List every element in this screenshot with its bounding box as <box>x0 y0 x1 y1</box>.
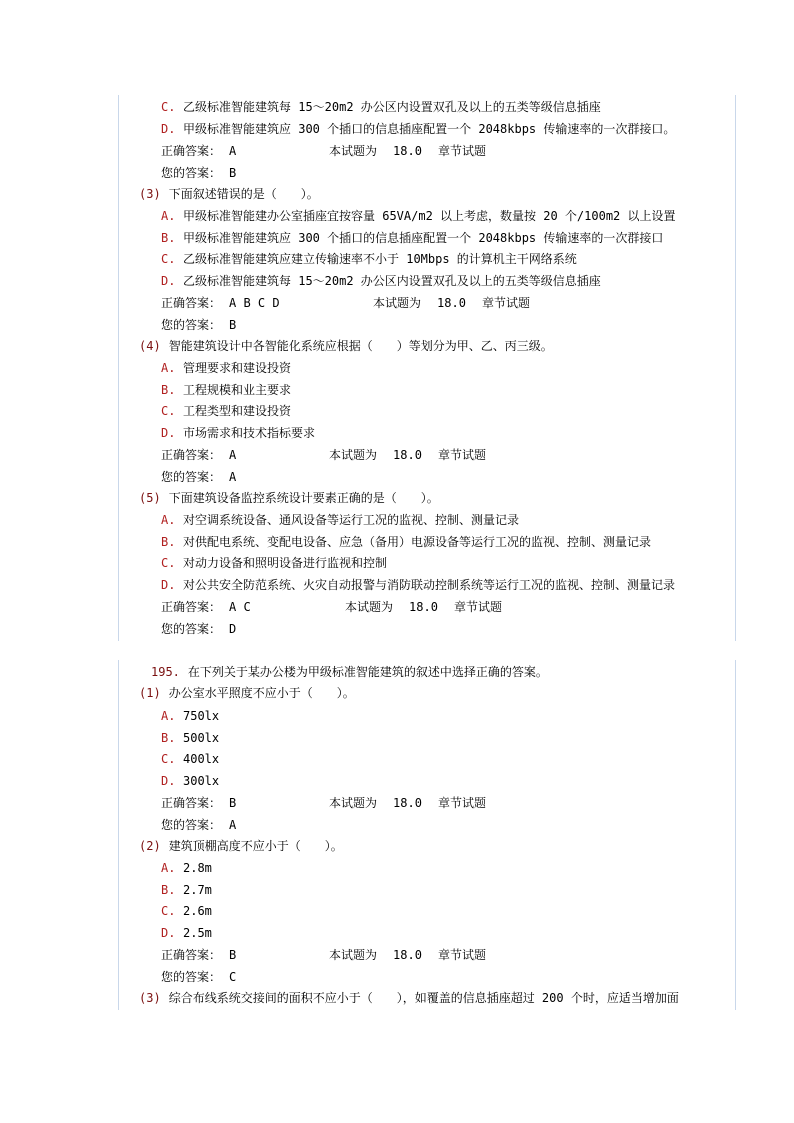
correct-answer-row <box>161 143 486 159</box>
option-a <box>161 860 212 876</box>
score-value: 18.0 <box>393 948 422 962</box>
question-text: 办公室水平照度不应小于（ ）。 <box>168 686 355 700</box>
correct-answer-label: 正确答案： <box>161 144 222 158</box>
option-text: 乙级标准智能建筑每 15～20m2 办公区内设置双孔及以上的五类等级信息插座 <box>183 100 601 114</box>
chapter-label: 章节试题 <box>437 948 486 962</box>
option-letter: B. <box>161 535 176 549</box>
score-label: 本试题为 <box>329 796 378 810</box>
score-value: 18.0 <box>393 144 422 158</box>
option-letter: C. <box>161 904 176 918</box>
question-title-text: 在下列关于某办公楼为甲级标准智能建筑的叙述中选择正确的答案。 <box>187 665 548 679</box>
question-number: (4) <box>139 339 161 353</box>
correct-answer-label: 正确答案： <box>161 296 222 310</box>
score-value: 18.0 <box>437 296 466 310</box>
question-text: 智能建筑设计中各智能化系统应根据（ ）等划分为甲、乙、丙三级。 <box>168 339 553 353</box>
question-number: (2) <box>139 839 161 853</box>
option-letter: D. <box>161 274 176 288</box>
question-2 <box>139 838 343 854</box>
question-text: 下面建筑设备监控系统设计要素正确的是（ ）。 <box>168 491 439 505</box>
your-answer-label: 您的答案： <box>161 818 222 832</box>
correct-answer-value: A <box>229 448 237 462</box>
correct-answer-row <box>161 295 530 311</box>
option-letter: B. <box>161 231 176 245</box>
option-c <box>161 903 212 919</box>
correct-answer-label: 正确答案： <box>161 796 222 810</box>
score-label: 本试题为 <box>329 948 378 962</box>
option-c <box>161 99 601 115</box>
your-answer-value: D <box>229 622 237 636</box>
question-text: 下面叙述错误的是（ ）。 <box>168 187 319 201</box>
chapter-label: 章节试题 <box>437 144 486 158</box>
option-text: 对公共安全防范系统、火灾自动报警与消防联动控制系统等运行工况的监视、控制、测量记录 <box>183 578 676 592</box>
option-text: 甲级标准智能建筑应 300 个插口的信息插座配置一个 2048kbps 传输速率的一次群接口 <box>183 231 664 245</box>
option-text: 2.5m <box>183 926 212 940</box>
option-c <box>161 555 387 571</box>
question-5 <box>139 490 439 506</box>
option-b <box>161 382 291 398</box>
your-answer-row <box>161 621 236 637</box>
option-letter: B. <box>161 883 176 897</box>
option-text: 2.6m <box>183 904 212 918</box>
option-letter: B. <box>161 383 176 397</box>
option-text: 300lx <box>183 774 220 788</box>
correct-answer-value: A C <box>229 600 251 614</box>
correct-answer-value: A <box>229 144 237 158</box>
question-1 <box>139 685 355 701</box>
correct-answer-value: B <box>229 948 237 962</box>
option-letter: A. <box>161 709 176 723</box>
option-letter: A. <box>161 209 176 223</box>
option-text: 市场需求和技术指标要求 <box>183 426 316 440</box>
chapter-label: 章节试题 <box>437 796 486 810</box>
option-b <box>161 230 663 246</box>
question-title <box>151 664 548 680</box>
correct-answer-row <box>161 599 502 615</box>
option-text: 甲级标准智能建筑应 300 个插口的信息插座配置一个 2048kbps 传输速率的一次群接口。 <box>183 122 676 136</box>
option-letter: C. <box>161 752 176 766</box>
option-text: 对空调系统设备、通风设备等运行工况的监视、控制、测量记录 <box>183 513 520 527</box>
score-value: 18.0 <box>393 796 422 810</box>
correct-answer-row <box>161 947 486 963</box>
score-value: 18.0 <box>393 448 422 462</box>
option-c <box>161 403 291 419</box>
option-text: 工程规模和业主要求 <box>183 383 292 397</box>
your-answer-label: 您的答案： <box>161 470 222 484</box>
question-block-195 <box>118 660 736 1010</box>
score-label: 本试题为 <box>329 144 378 158</box>
option-letter: C. <box>161 404 176 418</box>
question-text: 建筑顶棚高度不应小于（ ）。 <box>168 839 343 853</box>
option-d <box>161 425 315 441</box>
your-answer-label: 您的答案： <box>161 166 222 180</box>
correct-answer-label: 正确答案： <box>161 600 222 614</box>
option-a <box>161 208 676 224</box>
your-answer-value: A <box>229 470 237 484</box>
option-text: 对供配电系统、变配电设备、应急（备用）电源设备等运行工况的监视、控制、测量记录 <box>183 535 652 549</box>
question-block-194 <box>118 95 736 641</box>
option-d <box>161 925 212 941</box>
option-text: 乙级标准智能建筑应建立传输速率不小于 10Mbps 的计算机主干网络系统 <box>183 252 577 266</box>
your-answer-label: 您的答案： <box>161 970 222 984</box>
your-answer-value: B <box>229 318 237 332</box>
option-letter: B. <box>161 731 176 745</box>
option-letter: C. <box>161 556 176 570</box>
option-c <box>161 751 219 767</box>
option-a <box>161 360 291 376</box>
question-title-number: 195. <box>151 665 180 679</box>
option-text: 2.8m <box>183 861 212 875</box>
option-text: 400lx <box>183 752 220 766</box>
option-letter: D. <box>161 926 176 940</box>
correct-answer-label: 正确答案： <box>161 948 222 962</box>
option-text: 管理要求和建设投资 <box>183 361 292 375</box>
score-value: 18.0 <box>409 600 438 614</box>
your-answer-label: 您的答案： <box>161 622 222 636</box>
option-letter: D. <box>161 578 176 592</box>
option-text: 甲级标准智能建办公室插座宜按容量 65VA/m2 以上考虑，数量按 20 个/100m2 以上设置 <box>183 209 676 223</box>
option-text: 750lx <box>183 709 220 723</box>
question-number: (5) <box>139 491 161 505</box>
score-label: 本试题为 <box>373 296 422 310</box>
option-text: 工程类型和建设投资 <box>183 404 292 418</box>
correct-answer-row <box>161 795 486 811</box>
correct-answer-row <box>161 447 486 463</box>
chapter-label: 章节试题 <box>437 448 486 462</box>
option-letter: A. <box>161 513 176 527</box>
question-number: (3) <box>139 187 161 201</box>
option-d <box>161 273 601 289</box>
chapter-label: 章节试题 <box>453 600 502 614</box>
chapter-label: 章节试题 <box>481 296 530 310</box>
your-answer-row <box>161 317 236 333</box>
question-4 <box>139 338 553 354</box>
question-number: (1) <box>139 686 161 700</box>
question-3 <box>139 186 319 202</box>
option-letter: A. <box>161 861 176 875</box>
option-a <box>161 512 519 528</box>
option-c <box>161 251 577 267</box>
correct-answer-value: A B C D <box>229 296 280 310</box>
your-answer-value: B <box>229 166 237 180</box>
your-answer-label: 您的答案： <box>161 318 222 332</box>
option-letter: D. <box>161 426 176 440</box>
option-a <box>161 708 219 724</box>
option-letter: A. <box>161 361 176 375</box>
option-text: 2.7m <box>183 883 212 897</box>
option-letter: D. <box>161 774 176 788</box>
question-number: (3) <box>139 991 161 1005</box>
score-label: 本试题为 <box>329 448 378 462</box>
option-text: 乙级标准智能建筑每 15～20m2 办公区内设置双孔及以上的五类等级信息插座 <box>183 274 601 288</box>
score-label: 本试题为 <box>345 600 394 614</box>
option-letter: C. <box>161 100 176 114</box>
your-answer-value: A <box>229 818 237 832</box>
question-text: 综合布线系统交接间的面积不应小于（ ），如覆盖的信息插座超过 200 个时，应适当增加面 <box>168 991 679 1005</box>
correct-answer-value: B <box>229 796 237 810</box>
correct-answer-label: 正确答案： <box>161 448 222 462</box>
your-answer-row <box>161 469 236 485</box>
option-b <box>161 534 651 550</box>
option-letter: C. <box>161 252 176 266</box>
your-answer-row <box>161 969 236 985</box>
option-b <box>161 882 212 898</box>
option-d <box>161 773 219 789</box>
option-text: 500lx <box>183 731 220 745</box>
your-answer-row <box>161 817 236 833</box>
question-3 <box>139 990 679 1006</box>
option-b <box>161 730 219 746</box>
option-text: 对动力设备和照明设备进行监视和控制 <box>183 556 388 570</box>
your-answer-value: C <box>229 970 237 984</box>
option-d <box>161 577 675 593</box>
your-answer-row <box>161 165 236 181</box>
option-d <box>161 121 675 137</box>
option-letter: D. <box>161 122 176 136</box>
